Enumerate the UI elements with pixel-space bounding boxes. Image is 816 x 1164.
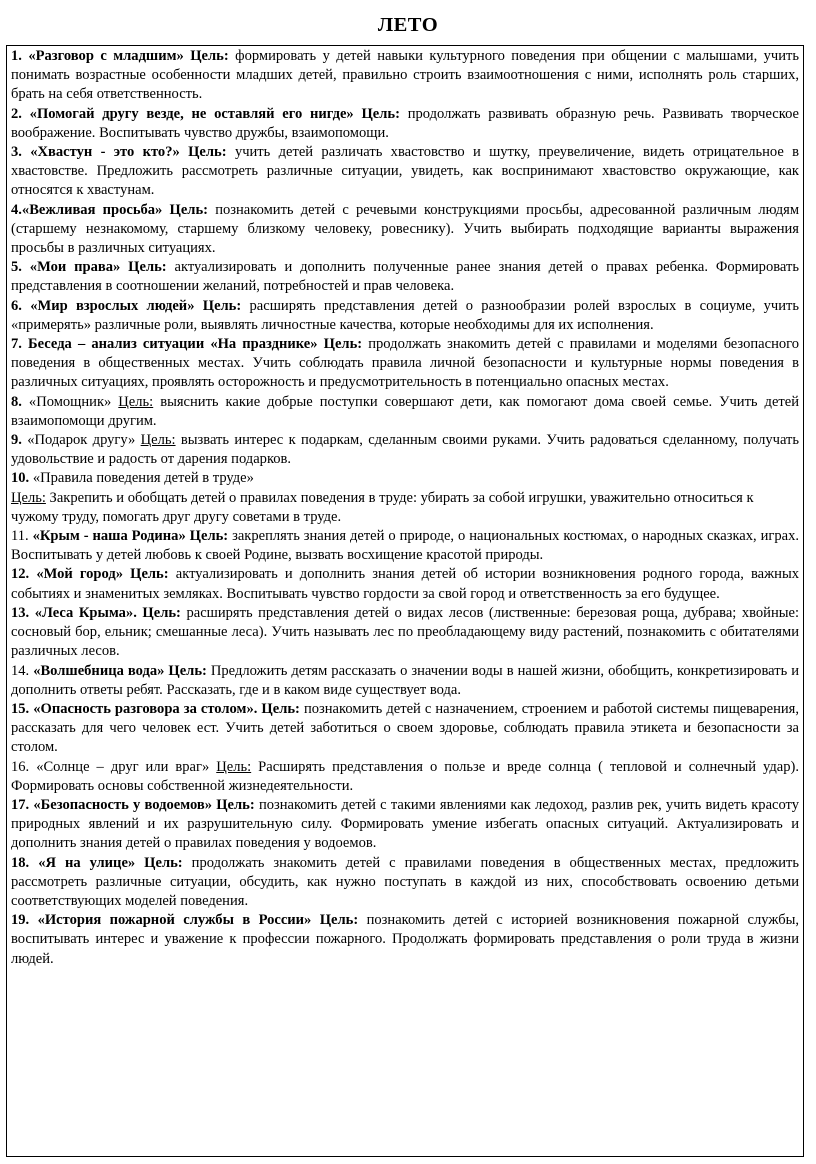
item-goal-text: Расширять представления о пользе и вреде солнца ( тепловой и солнечный удар). Формировать основы собственной жизнедеятельности. — [11, 758, 800, 794]
topics-box — [6, 45, 804, 1157]
goal-label: Цель: — [361, 105, 400, 122]
goal-label: Цель: — [261, 700, 300, 717]
item-number: 16. — [11, 758, 30, 775]
item-goal-text: продолжать развивать образную речь. Развивать творческое воображение. Воспитывать чувство дружбы, взаимопомощи. — [11, 105, 799, 141]
goal-label: Цель: — [130, 566, 169, 583]
list-item — [11, 201, 799, 259]
list-item — [11, 796, 799, 854]
item-goal-text: познакомить детей с назначением, строением и работой системы пищеварения, рассказать для чего человек ест. Учить детей заботиться о своем здоровье, соблюдать правила этикета и безопасности за столом. — [11, 700, 799, 756]
list-item — [11, 527, 799, 565]
item-number: 17. — [11, 796, 30, 813]
item-number: 11. — [11, 528, 29, 545]
item-title: «Безопасность у водоемов» — [33, 796, 213, 813]
goal-label: Цель: — [319, 912, 359, 929]
list-item — [11, 911, 799, 969]
item-number: 4. — [11, 201, 22, 218]
goal-label: Цель: — [168, 662, 207, 679]
item-goal-text: вызвать интерес к подаркам, сделанным своими руками. Учить радоваться сделанному, получать удовольствие и радость от дарения подарков. — [11, 432, 800, 468]
list-item — [11, 47, 799, 105]
item-title: «Мир взрослых людей» — [30, 297, 195, 314]
item-goal-text: продолжать знакомить детей с правилами поведения в общественных местах, предложить рассмотреть различные ситуации, обсудить, как нужно поступать в каждой из них, способствовать освоению детьми соответствующих моделей поведения. — [11, 854, 800, 909]
list-item — [11, 393, 799, 431]
item-title: «Разговор с младшим» — [28, 48, 184, 64]
list-item — [11, 143, 799, 201]
item-title: Беседа – анализ ситуации «На празднике» — [28, 336, 318, 353]
list-item — [11, 297, 799, 335]
item-title: «Я на улице» — [38, 854, 136, 871]
item-goal-text: расширять представления детей о видах лесов (лиственные: березовая роща, дубрава; хвойные: сосновый бор, ельник; смешанные леса). Учить называть лес по преобладающему виду растений, познакомить с обитателями различных лесов. — [11, 604, 800, 660]
item-number: 14. — [11, 662, 30, 679]
item-number: 1. — [11, 48, 22, 64]
goal-label: Цель: — [188, 144, 227, 161]
item-goal-text: актуализировать и дополнить полученные ранее знания детей о правах ребенка. Формировать представления в соотношении желаний, потребностей и прав человека. — [11, 259, 799, 295]
item-number: 10. — [11, 470, 30, 487]
goal-label: Цель: — [11, 489, 46, 506]
item-goal-text: Предложить детям рассказать о значении воды в нашей жизни, обобщить, конкретизировать и дополнить ответы ребят. Рассказать, где и в каком виде существует вода. — [11, 662, 799, 698]
item-title: «Помощник» — [28, 393, 112, 410]
goal-label: Цель: — [140, 432, 176, 449]
item-goal-text: познакомить детей с такими явлениями как ледоход, разлив рек, учить видеть красоту природных явлений и их разрушительную силу. Формировать умение избегать опасных ситуаций. Актуализировать и дополнить знания детей о правилах поведения у водоемов. — [11, 796, 799, 852]
item-goal-text: учить детей различать хвастовство и шутку, преувеличение, видеть отрицательное в хвастовстве. Предложить рассмотреть различные ситуации, увидеть, как воспринимают хвастовство окружающие, как относятся к хвастунам. — [11, 144, 800, 199]
item-title: «Солнце – друг или враг» — [36, 758, 210, 775]
list-item — [11, 431, 799, 469]
goal-label: Цель: — [128, 259, 167, 276]
goal-label: Цель: — [323, 336, 363, 353]
list-item — [11, 335, 799, 393]
goal-label: Цель: — [118, 393, 154, 410]
list-item — [11, 105, 799, 143]
item-goal-text: продолжать знакомить детей с правилами и моделями безопасного поведения в общественных местах. Учить соблюдать правила личной безопасности и культурные нормы поведения в различных ситуациях, проявлять осторожность и предусмотрительность в потенциально опасных местах. — [11, 336, 800, 391]
item-goal-text: актуализировать и дополнить знания детей об истории возникновения родного города, важных событиях и знаменитых земляках. Воспитывать чувство гордости за свой город и ответственность за его будущее. — [11, 566, 799, 602]
item-number: 3. — [11, 144, 22, 161]
item-number: 7. — [11, 336, 22, 353]
item-goal-text: выяснить какие добрые поступки совершают дети, как помогают дома своей семье. Учить детей взаимопомощи другим. — [11, 393, 800, 429]
item-title: «Помогай другу везде, не оставляй его нигде» — [29, 105, 354, 122]
item-title: «Опасность разговора за столом». — [33, 700, 258, 717]
goal-label: Цель: — [169, 201, 209, 218]
page-title: ЛЕТО — [377, 14, 439, 36]
item-title: «Мои права» — [29, 259, 121, 276]
list-item — [11, 604, 799, 662]
item-number: 15. — [11, 700, 30, 717]
item-goal-text: закреплять знания детей о природе, о национальных костюмах, о народных сказках, играх. Воспитывать у детей любовь к своей Родине, вызвать восхищение красотой природы. — [11, 528, 800, 564]
item-goal-text: Закрепить и обобщать детей о правилах поведения в труде: убирать за собой игрушки, уважительно относиться к чужому труду, помогать друг другу советами в труде. — [11, 489, 754, 525]
list-item — [11, 758, 799, 796]
item-number: 8. — [11, 393, 22, 410]
item-title: «Подарок другу» — [27, 432, 136, 449]
item-title: «Хвастун - это кто?» — [30, 144, 180, 161]
list-item — [11, 854, 799, 912]
item-goal-text: познакомить детей с речевыми конструкциями просьбы, адресованной различным людям (старшему незнакомому, старшему близкому человеку, ровеснику). Учить выбирать подходящие варианты выражения просьбы в различных ситуациях. — [11, 201, 800, 257]
goal-label: Цель: — [190, 48, 229, 64]
item-title: «История пожарной службы в России» — [37, 912, 312, 929]
item-goal-text: расширять представления детей о разнообразии ролей взрослых в социуме, учить «примерять» различные роли, выявлять личностные качества, которые необходимы для их исполнения. — [11, 297, 799, 333]
item-number: 19. — [11, 912, 30, 929]
list-item — [11, 662, 799, 700]
item-goal-text: формировать у детей навыки культурного поведения при общении с малышами, учить понимать возрастные особенности младших детей, правильно строить взаимоотношения с ними, исполнять роль старших, брать на себя ответственность. — [11, 48, 799, 103]
goal-label: Цель: — [142, 604, 181, 621]
goal-label: Цель: — [144, 854, 183, 871]
item-number: 13. — [11, 604, 30, 621]
item-title: «Волшебница вода» — [33, 662, 165, 679]
list-item — [11, 700, 799, 758]
goal-label: Цель: — [216, 758, 252, 775]
list-item — [11, 258, 799, 296]
item-number: 6. — [11, 297, 22, 314]
list-item — [11, 565, 799, 603]
list-item — [11, 469, 799, 527]
item-number: 18. — [11, 854, 30, 871]
item-goal-text: познакомить детей с историей возникновения пожарной службы, воспитывать интерес и уважение к профессии пожарного. Продолжать формировать представления о роли труда в жизни людей. — [11, 912, 800, 967]
item-number: 2. — [11, 105, 22, 122]
goal-label: Цель: — [202, 297, 242, 314]
goal-label: Цель: — [189, 528, 229, 545]
item-title: «Вежливая просьба» — [21, 201, 163, 218]
item-number: 9. — [11, 432, 22, 449]
item-title: «Крым - наша Родина» — [32, 528, 186, 545]
item-title: «Правила поведения детей в труде» — [32, 470, 254, 487]
item-title: «Мой город» — [36, 566, 123, 583]
item-number: 12. — [11, 566, 30, 583]
goal-label: Цель: — [216, 796, 255, 813]
item-number: 5. — [11, 259, 22, 276]
item-title: «Леса Крыма». — [34, 604, 137, 621]
